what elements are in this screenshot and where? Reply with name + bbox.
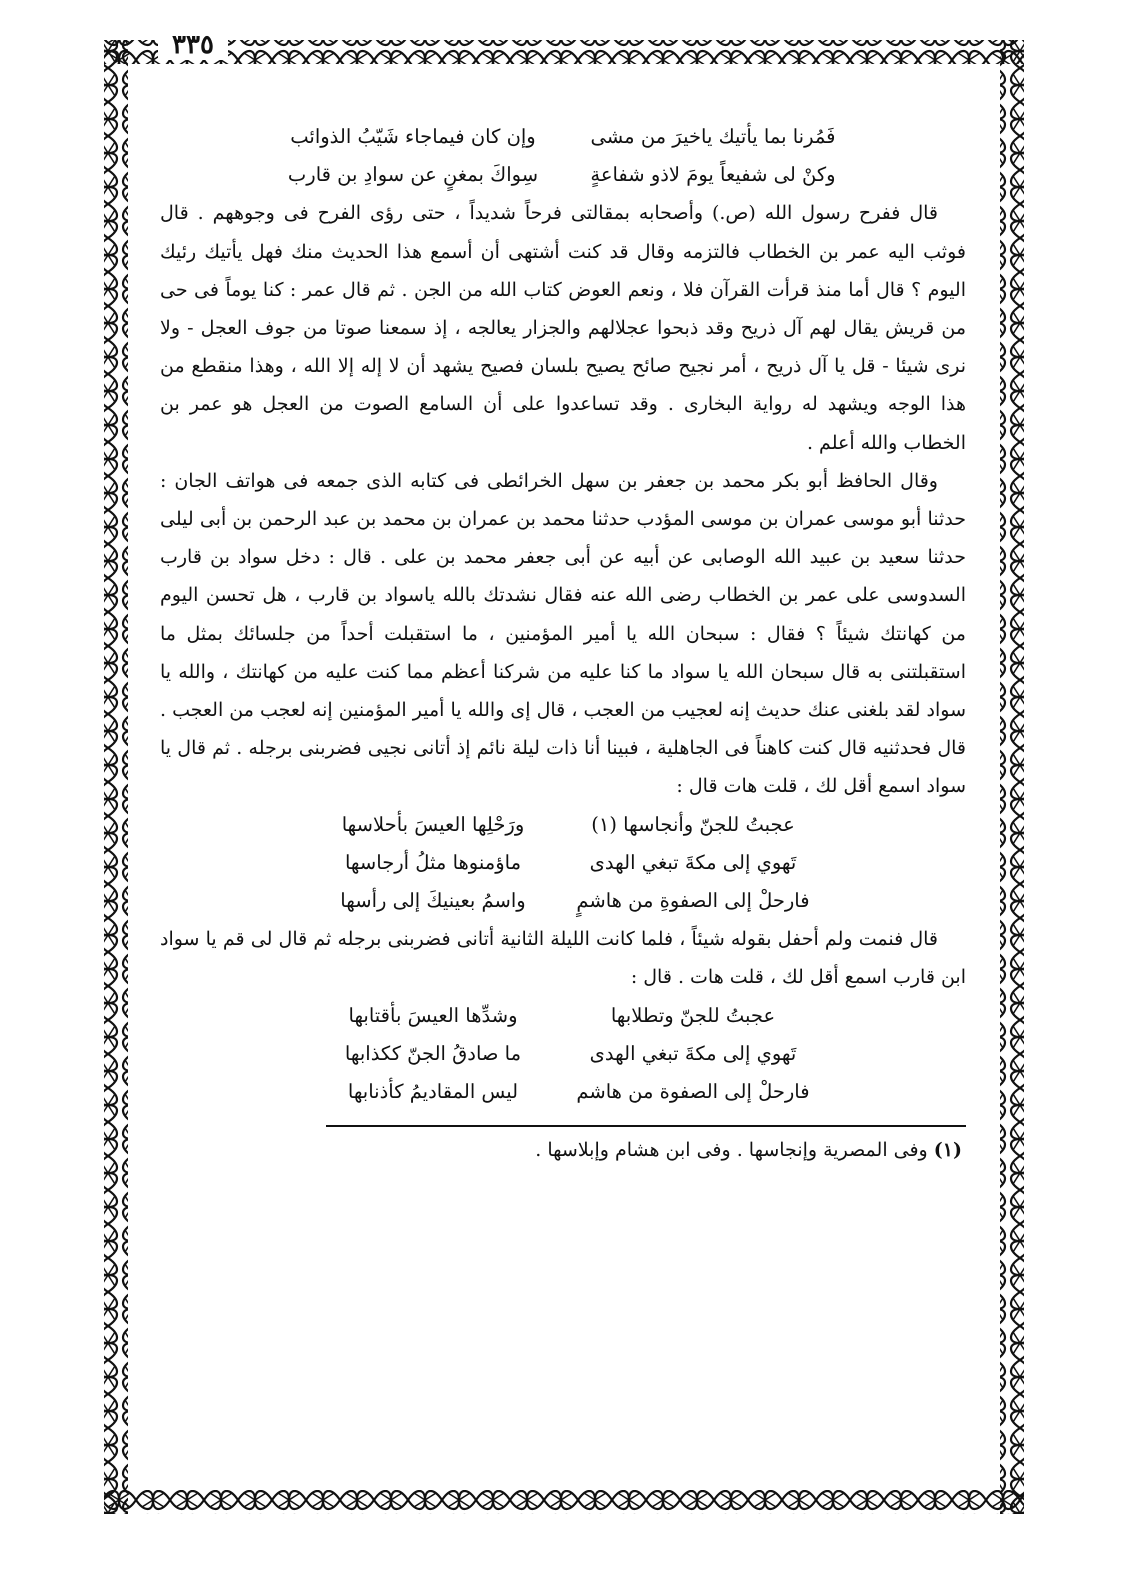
verse-hemistich: سِواكَ بمغنٍ عن سوادِ بن قارب xyxy=(287,163,539,187)
verse-line xyxy=(160,118,966,156)
verse-line xyxy=(160,997,966,1035)
verse-line xyxy=(160,844,966,882)
verse-line xyxy=(160,806,966,844)
footnote xyxy=(160,1133,966,1167)
paragraph: قال ففرح رسول الله (ص.) وأصحابه بمقالتى فرحاً شديداً ، حتى رؤى الفرح فى وجوههم . قال فوثب اليه عمر بن الخطاب فالتزمه وقال قد كنت أشتهى أن أسمع هذا الحديث منك فهل يأتيك رئيك اليوم ؟ قال أما منذ قرأت القرآن فلا ، ونعم العوض كتاب الله من الجن . ثم قال عمر : كنا يوماً فى حى من قريش يقال لهم آل ذريح وقد ذبحوا عجلالهم والجزار يعالجه ، إذ سمعنا صوتا من جوف العجل - ولا نرى شيئا - قل يا آل ذريح ، أمر نجيح صائح يصيح بلسان فصيح يشهد أن لا إله إلا الله ، وهذا منقطع من هذا الوجه ويشهد له رواية البخارى . وقد تساعدوا على أن السامع الصوت من العجل هو عمر بن الخطاب والله أعلم . xyxy=(160,202,966,454)
verse-line xyxy=(160,1035,966,1073)
verse-hemistich: وكنْ لى شفيعاً يومَ لاذو شفاعةٍ xyxy=(590,163,836,187)
verse-hemistich: فَمُرنا بما يأتيك ياخيرَ من مشى xyxy=(590,125,836,148)
verse-line xyxy=(160,882,966,920)
footnote-marker: (١) xyxy=(933,1139,962,1162)
verse-hemistich: تَهوي إلى مكةَ تبغي الهدى xyxy=(589,850,797,874)
verse-hemistich: واسمُ بعينيكَ إلى رأسها xyxy=(340,889,526,912)
verse-hemistich: عجبتُ للجنّ وأنجاسها (١) xyxy=(591,812,795,836)
verse-hemistich: تَهوي إلى مكةَ تبغي الهدى xyxy=(589,1041,797,1065)
verse-hemistich: عجبتُ للجنّ وتطلابها xyxy=(610,1003,776,1027)
page-number: ٣٣٥ xyxy=(158,30,228,60)
verse-line xyxy=(160,156,966,194)
page-text xyxy=(160,118,966,1463)
paragraph: وقال الحافظ أبو بكر محمد بن جعفر بن سهل الخرائطى فى كتابه الذى جمعه فى هواتف الجان : حدثنا أبو موسى عمران بن موسى المؤدب حدثنا محمد بن عمران بن محمد بن عبد الرحمن بن أبى ليلى حدثنا سعيد بن عبيد الله الوصابى عن أبيه عن أبى جعفر محمد بن على . قال : دخل سواد بن قارب السدوسى على عمر بن الخطاب رضى الله عنه فقال نشدتك بالله ياسواد بن قارب ، هل تحسن اليوم من كهانتك شيئاً ؟ فقال : سبحان الله يا أمير المؤمنين ، ما استقبلت أحداً من جلسائك بمثل ما استقبلتنى به قال سبحان الله يا سواد ما كنا عليه من شركنا أعظم مما كنت عليه من كهانتك ، والله يا سواد لقد بلغنى عنك حديث إنه لعجيب من العجب ، قال إى والله يا أمير المؤمنين إنه لعجب من العجب . قال فحدثنيه قال كنت كاهناً فى الجاهلية ، فبينا أنا ذات ليلة نائم إذ أتانى نجيى فضربنى برجله . ثم قال يا سواد اسمع أقل لك ، قلت هات قال : xyxy=(160,469,966,798)
verse-hemistich: ما صادقُ الجنّ ككذابها xyxy=(344,1041,522,1065)
footnote-text: وفى المصرية وإنجاسها . وفى ابن هشام وإبلاسها . xyxy=(535,1139,928,1162)
paragraph: قال فنمت ولم أحفل بقوله شيئاً ، فلما كانت الليلة الثانية أتانى فضربنى برجله ثم قال لى قم يا سواد ابن قارب اسمع أقل لك ، قلت هات . قال : xyxy=(160,928,966,989)
footnote-divider xyxy=(326,1125,966,1127)
verse-hemistich: ورَحْلِها العيسَ بأحلاسها xyxy=(341,812,525,836)
verse-hemistich: ماؤمنوها مثلُ أرجاسها xyxy=(344,850,522,874)
verse-hemistich: فارحلْ إلى الصفوةِ من هاشمٍ xyxy=(576,889,810,912)
verse-hemistich: فارحلْ إلى الصفوة من هاشم xyxy=(576,1079,810,1103)
verse-hemistich: وإن كان فيماجاء شَيّبُ الذوائب xyxy=(290,125,536,148)
verse-hemistich: ليس المقاديمُ كأذنابها xyxy=(347,1079,519,1103)
verse-line xyxy=(160,1073,966,1111)
verse-hemistich: وشدِّها العيسَ بأقتابها xyxy=(348,1003,518,1027)
